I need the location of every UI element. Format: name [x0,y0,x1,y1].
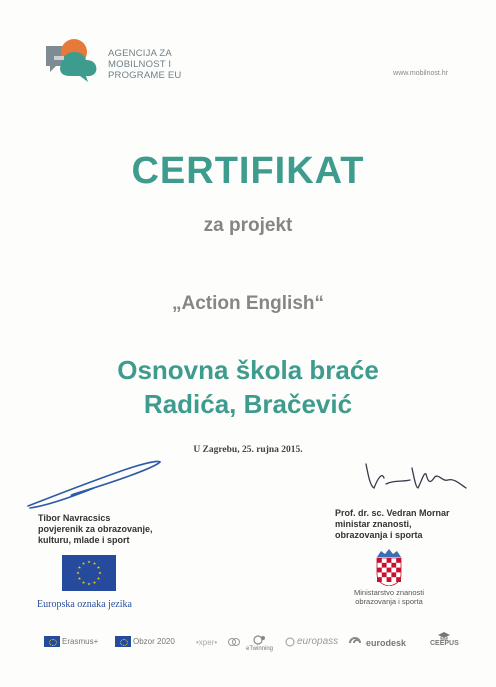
right-signatory-name: Prof. dr. sc. Vedran Mornar [335,508,450,518]
project-name: „Action English“ [172,293,324,314]
eurodesk-label: eurodesk [366,638,407,648]
school-name-line-2: Radića, Bračević [143,389,353,419]
left-signature-icon [24,456,169,512]
graduation-cap-icon [437,632,451,640]
erasmus-label: Erasmus+ [62,637,99,646]
eu-language-label: Europska oznaka jezika [37,599,132,610]
obzor-label: Obzor 2020 [133,637,175,646]
ministry-line-1: Ministarstvo znanosti [353,588,425,597]
left-signatory [38,513,153,546]
agency-name [108,48,181,81]
europe-wordmark-icon [196,636,240,648]
obzor-logo [115,636,175,647]
school-name-line-1: Osnovna škola braće [117,355,379,385]
agency-line-3: PROGRAME EU [108,70,182,81]
europass-logo [285,636,338,647]
ministry-line-2: obrazovanja i sporta [355,597,423,606]
right-signatory-title-2: obrazovanja i sporta [335,530,423,540]
programme-logos [0,636,496,660]
erasmus-logo [44,636,98,647]
europe-logo [196,636,240,648]
certificate-subtitle: za projekt [203,215,293,236]
agency-line-2: MOBILNOST I [108,59,172,70]
europass-label: europass [297,636,339,647]
ceepus-logo [430,632,459,647]
eu-mini-flag-icon [44,636,60,647]
left-signatory-title-2: kulturu, mlade i sport [38,535,130,545]
issue-date: U Zagrebu, 25. rujna 2015. [193,445,303,455]
certificate-title: CERTIFIKAT [131,150,365,192]
agency-logo-icon [40,38,104,84]
ministry-block [339,0,439,687]
ministry-name [339,588,439,606]
eu-flag-icon [62,555,116,591]
eurodesk-logo [348,636,406,650]
left-signatory-name: Tibor Navracsics [38,513,111,523]
eu-mini-flag-icon [115,636,131,647]
etwinning-icon [252,634,268,646]
etwinning-label: eTwinning [246,646,274,652]
ceepus-label: CEEPUS [430,640,459,647]
website-url[interactable]: www.mobilnost.hr [393,70,448,77]
svg-text:•xper•: •xper• [196,638,218,647]
agency-line-1: AGENCIJA ZA [108,48,172,59]
left-signatory-title-1: povjerenik za obrazovanje, [38,524,153,534]
europass-icon [285,637,295,647]
right-signatory-title-1: ministar znanosti, [335,519,412,529]
etwinning-logo [246,634,273,652]
eurodesk-icon [348,636,364,650]
